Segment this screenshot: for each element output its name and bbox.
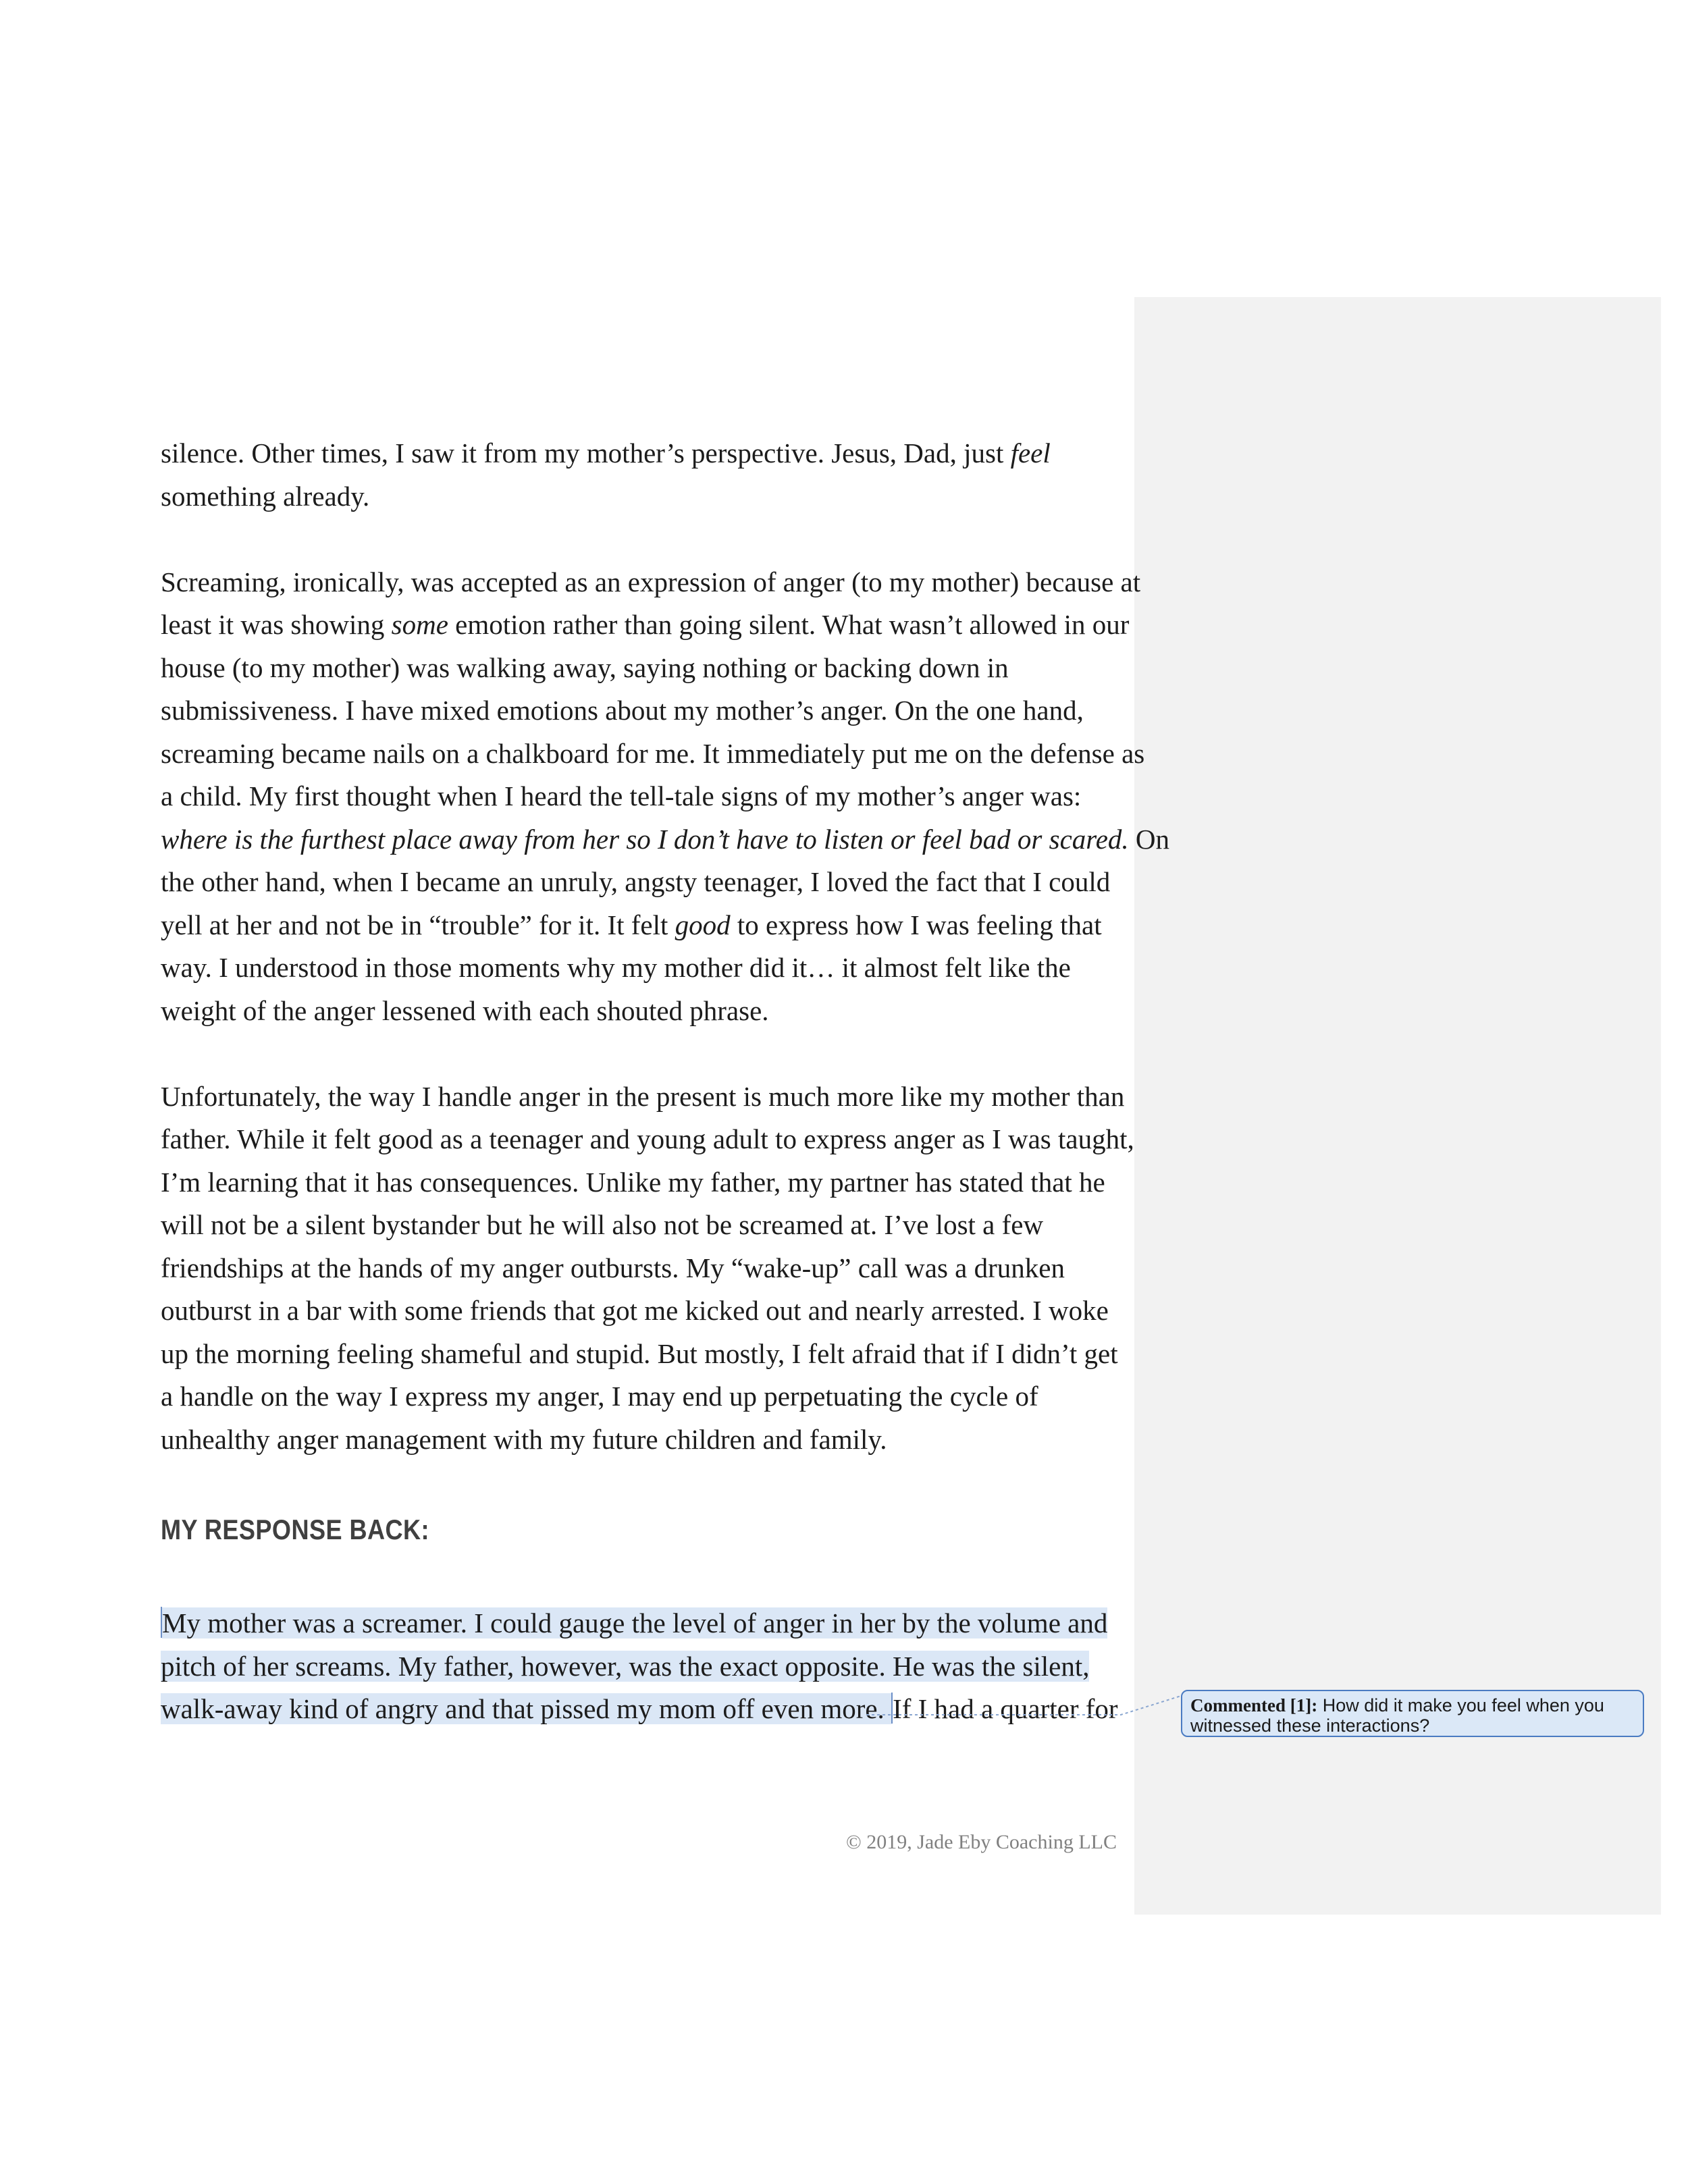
text-line [161,1333,1126,1376]
text-line [161,733,1145,776]
text-line [161,561,1141,604]
text-run: to express how I was feeling that [730,909,1102,940]
text-line [161,1289,1126,1333]
page-footer: © 2019, Jade Eby Coaching LLC [845,1831,1117,1853]
comment-balloon[interactable] [1181,1690,1644,1737]
paragraph [161,432,1126,518]
text-run: weight of the anger lessened with each shouted phrase. [161,994,769,1026]
text-line [161,1204,1126,1247]
highlighted-text-line-2[interactable]: pitch of her screams. My father, however, was the exact opposite. He was the silent, [161,1650,1090,1682]
text-run: yell at her and not be in “trouble” for it. It felt [161,909,675,940]
paragraph [161,1075,1134,1462]
italic-text: feel [1010,437,1051,469]
text-run: the other hand, when I became an unruly, angsty teenager, I loved the fact that I could [161,866,1111,897]
response-text[interactable] [161,1602,1118,1731]
text-run: On [1128,823,1170,855]
text-run: unhealthy anger management with my future children and family. [161,1423,887,1455]
text-line [161,604,1130,647]
paragraph [161,561,1170,1033]
text-line [161,775,1126,818]
text-line [161,861,1126,904]
text-line [161,1375,1126,1418]
text-run: submissiveness. I have mixed emotions about my mother’s anger. On the one hand, [161,695,1084,726]
highlighted-text-line-1[interactable]: My mother was a screamer. I could gauge the level of anger in her by the volume and [162,1607,1108,1639]
text-run: up the morning feeling shameful and stupid. But mostly, I felt afraid that if I didn’t get [161,1337,1118,1369]
text-run: silence. Other times, I saw it from my mother’s perspective. Jesus, Dad, just [161,437,1011,469]
text-line [161,475,1126,518]
text-run: a handle on the way I express my anger, I may end up perpetuating the cycle of [161,1381,1038,1412]
text-run: something already. [161,480,370,512]
text-line [161,1247,1126,1290]
text-line [161,1161,1126,1204]
text-line [161,947,1126,990]
text-line [161,1418,1126,1462]
text-line [161,689,1126,733]
text-line [161,818,1170,861]
text-line [161,1075,1126,1119]
text-line [161,432,1126,475]
text-run: outburst in a bar with some friends that got me kicked out and nearly arrested. I woke [161,1295,1109,1326]
text-line [161,990,1126,1033]
comment-text: How did it make you feel when you witnessed these interactions? [1190,1695,1604,1736]
text-run: Screaming, ironically, was accepted as an expression of anger (to my mother) because at [161,566,1141,597]
text-run: will not be a silent bystander but he will also not be screamed at. I’ve lost a few [161,1209,1044,1240]
text-line [161,647,1126,690]
text-line [161,1118,1134,1161]
comment-pane [1134,297,1661,1915]
text-run: Unfortunately, the way I handle anger in the present is much more like my mother than [161,1080,1125,1112]
highlighted-text-line-3[interactable]: walk-away kind of angry and that pissed my mom off even more. [161,1693,892,1724]
text-run: house (to my mother) was walking away, saying nothing or backing down in [161,651,1009,683]
section-heading: MY RESPONSE BACK: [161,1514,430,1545]
response-text-continuation: If I had a quarter for [893,1693,1118,1724]
text-run: father. While it felt good as a teenager and young adult to express anger as I was taught, [161,1123,1134,1154]
italic-text: some [391,609,448,640]
text-run: I’m learning that it has consequences. Unlike my father, my partner has stated that he [161,1166,1105,1198]
text-line [161,904,1126,947]
italic-text: where is the furthest place away from her so I don’t have to listen or feel bad or scared. [161,823,1129,855]
text-run: friendships at the hands of my anger outbursts. My “wake-up” call was a drunken [161,1252,1065,1283]
text-run: emotion rather than going silent. What wasn’t allowed in our [448,609,1130,640]
italic-text: good [675,909,731,940]
body-text[interactable] [161,432,1170,1504]
text-run: way. I understood in those moments why my mother did it… it almost felt like the [161,952,1071,983]
text-run: screaming became nails on a chalkboard for me. It immediately put me on the defense as [161,737,1145,769]
comment-author-label: Commented [1]: [1190,1695,1318,1715]
text-run: least it was showing [161,609,392,640]
text-run: a child. My first thought when I heard the tell-tale signs of my mother’s anger was: [161,780,1082,811]
